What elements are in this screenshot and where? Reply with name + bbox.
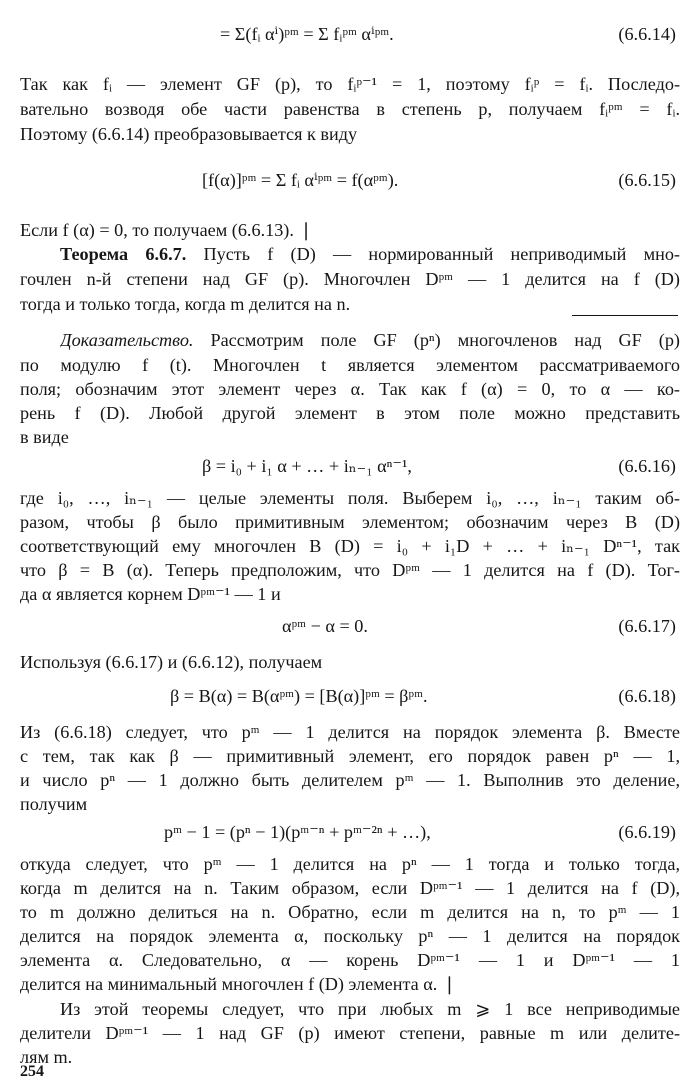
text-line: делители Dᵖᵐ⁻¹ — 1 над GF (p) имеют степени, равные m или делите- [20, 1023, 680, 1043]
text-line: то m должно делиться на n. Обратно, если m делится на n, то pᵐ — 1 [20, 902, 680, 922]
equation-6-6-18 [20, 676, 680, 716]
equation-6-6-14 [20, 14, 680, 54]
text-line: где i₀, …, iₙ₋₁ — целые элементы поля. Выберем i₀, …, iₙ₋₁ таким об- [20, 488, 680, 508]
text-line: Из этой теоремы следует, что при любых m ⩾ 1 все неприводимые [60, 999, 680, 1019]
text-line: элемента α. Следовательно, α — корень Dᵖᵐ⁻¹ — 1 и Dᵖᵐ⁻¹ — 1 [20, 950, 680, 970]
text-line: делится на минимальный многочлен f (D) элемента α. ❘ [20, 974, 458, 994]
text-line: с тем, так как β — примитивный элемент, его порядок равен pⁿ — 1, [20, 746, 680, 766]
equation-number: (6.6.14) [618, 24, 676, 44]
divider-rule [572, 315, 678, 316]
equation-number: (6.6.16) [618, 456, 676, 476]
text-line: да α является корнем Dᵖᵐ⁻¹ — 1 и [20, 584, 281, 604]
text-line: Так как fᵢ — элемент GF (p), то fᵢᵖ⁻¹ = 1, поэтому fᵢᵖ = fᵢ. Последо- [20, 74, 680, 94]
theorem-label: Теорема 6.6.7. [60, 244, 187, 264]
equation-6-6-15 [20, 160, 680, 200]
equation-number: (6.6.18) [618, 686, 676, 706]
theorem-text: Пусть f (D) — нормированный неприводимый мно- [186, 244, 680, 264]
equation-number: (6.6.19) [618, 822, 676, 842]
text-line: лям m. [20, 1047, 73, 1067]
text-line: Если f (α) = 0, то получаем (6.6.13). ❘ [20, 220, 314, 240]
text-line: когда m делится на n. Таким образом, если Dᵖᵐ⁻¹ — 1 делится на f (D), [20, 878, 680, 898]
text-line: Поэтому (6.6.14) преобразовывается к виду [20, 124, 358, 144]
equation-expression: β = i₀ + i₁ α + … + iₙ₋₁ αⁿ⁻¹, [202, 456, 412, 476]
page-number: 254 [20, 1063, 44, 1080]
text-line: соответствующий ему многочлен B (D) = i₀ + i₁D + … + iₙ₋₁ Dⁿ⁻¹, так [20, 536, 680, 556]
equation-6-6-16 [20, 446, 680, 486]
equation-number: (6.6.15) [618, 170, 676, 190]
text-line: откуда следует, что pᵐ — 1 делится на pⁿ — 1 тогда и только тогда, [20, 854, 680, 874]
theorem-line [60, 242, 680, 266]
equation-expression: αᵖᵐ − α = 0. [282, 616, 368, 636]
equation-expression: pᵐ − 1 = (pⁿ − 1)(pᵐ⁻ⁿ + pᵐ⁻²ⁿ + …), [164, 822, 431, 842]
text-line: Из (6.6.18) следует, что pᵐ — 1 делится на порядок элемента β. Вместе [20, 722, 680, 742]
text-line: Доказательство. Рассмотрим поле GF (pⁿ) многочленов над GF (p) [60, 330, 680, 350]
text-line: Используя (6.6.17) и (6.6.12), получаем [20, 652, 323, 672]
text-line: делится на порядок элемента α, поскольку pⁿ — 1 делится на порядок [20, 926, 680, 946]
text-line: и число pⁿ — 1 должно быть делителем pᵐ — 1. Выполнив это деление, [20, 770, 680, 790]
text-line: поля; обозначим этот элемент через α. Так как f (α) = 0, то α — ко- [20, 379, 680, 399]
equation-6-6-19 [20, 812, 680, 852]
equation-expression: β = B(α) = B(αᵖᵐ) = [B(α)]ᵖᵐ = βᵖᵐ. [170, 686, 428, 706]
text-line: гочлен n-й степени над GF (p). Многочлен Dᵖᵐ — 1 делится на f (D) [20, 269, 680, 289]
text-line: рень f (D). Любой другой элемент в этом поле можно представить [20, 403, 680, 423]
equation-expression: = Σ(fᵢ αⁱ)ᵖᵐ = Σ fᵢᵖᵐ αⁱᵖᵐ. [220, 24, 394, 44]
text-line: разом, чтобы β было примитивным элементом; обозначим через B (D) [20, 512, 680, 532]
text-line: тогда и только тогда, когда m делится на n. [20, 294, 351, 314]
equation-number: (6.6.17) [618, 616, 676, 636]
text-line: получим [20, 794, 88, 814]
equation-expression: [f(α)]ᵖᵐ = Σ fᵢ αⁱᵖᵐ = f(αᵖᵐ). [202, 170, 399, 190]
text-line: вательно возводя обе части равенства в степень p, получаем fᵢᵖᵐ = fᵢ. [20, 99, 680, 119]
equation-6-6-17 [20, 606, 680, 646]
text-line: в виде [20, 427, 69, 447]
text-line: по модулю f (t). Многочлен t является элементом рассматриваемого [20, 355, 680, 375]
text-line: что β = B (α). Теперь предположим, что Dᵖᵐ — 1 делится на f (D). Тог- [20, 560, 680, 580]
